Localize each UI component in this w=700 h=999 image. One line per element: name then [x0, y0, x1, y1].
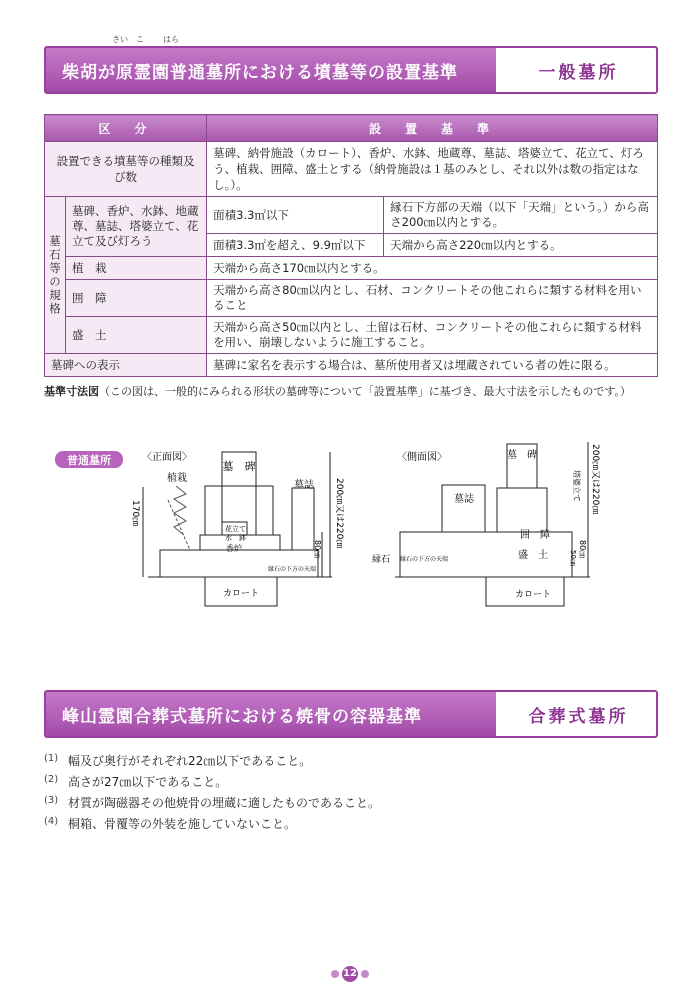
dimension-diagram: [0, 440, 700, 640]
badge-label: 普通墓所: [67, 454, 111, 467]
boshi-label: 墓誌: [294, 480, 314, 491]
side-karoto-label: カロート: [514, 590, 552, 600]
dim170-label: 170㎝: [130, 500, 140, 527]
row-value: 墓碑に家名を表示する場合は、墓所使用者又は埋蔵されている者の姓に限る。: [207, 354, 658, 377]
list-item: [44, 752, 380, 773]
row-value: 墓碑、納骨施設（カロート）、香炉、水鉢、地蔵尊、墓誌、塔婆立て、花立て、灯ろう、植栽、囲障、盛土とする（納骨施設は１基のみとし、それ以外は数の指定はなし。）。: [207, 142, 658, 197]
list-item-text: 幅及び奥行がそれぞれ22㎝以下であること。: [68, 754, 312, 768]
toba-label: 塔婆立て: [572, 470, 581, 502]
row-label: 植 栽: [66, 257, 207, 280]
table-row: [45, 317, 658, 354]
side-boshi-label: 墓誌: [454, 494, 474, 505]
ruby-ko: こ: [136, 35, 144, 44]
section1-title: 柴胡が原霊園普通墓所における墳墓等の設置基準: [62, 62, 458, 83]
note-text: （この図は、一般的にみられる形状の墓碑等について「設置基準」に基づき、最大寸法を示したものです。）: [99, 385, 631, 398]
side-dim200-label: 200㎝又は220㎝: [590, 444, 600, 515]
row-label: 墓碑、香炉、水鉢、地蔵尊、墓誌、塔婆立て、花立て及び灯ろう: [66, 197, 207, 257]
header-standard: 設 置 基 準: [207, 115, 658, 142]
list-item-number: (3): [44, 795, 59, 806]
row-value: 天端から高さ80㎝以内とし、石材、コンクリートその他これらに類する材料を用いること: [207, 280, 658, 317]
table-row: [45, 257, 658, 280]
dim80-label: 80㎝: [313, 540, 322, 559]
side-bohi-base: [497, 488, 547, 532]
list-item: [44, 794, 380, 815]
list-item-text: 材質が陶磁器その他焼骨の埋蔵に適したものであること。: [68, 796, 381, 810]
diagram-note: [44, 383, 631, 399]
section1-banner: [44, 35, 658, 94]
isho-label: 囲 障: [520, 530, 550, 541]
morido-label: 盛 土: [518, 550, 548, 561]
table-row: [45, 280, 658, 317]
hanatate-label: 花立て: [225, 525, 246, 533]
list-item-text: 桐箱、骨覆等の外装を施していないこと。: [68, 817, 297, 831]
list-item-number: (2): [44, 774, 59, 785]
page-dot-left: [331, 970, 339, 978]
tenbata-label: 縁石の下方の天端: [268, 566, 317, 573]
standard-cell: 天端から高さ220㎝以内とする。: [384, 234, 658, 257]
row-label: 設置できる墳墓等の種類及び数: [45, 142, 207, 197]
dim50-label: 50㎝: [569, 550, 577, 566]
bohi-label: 墓 碑: [222, 460, 256, 473]
section2-tag: 合葬式墓所: [528, 706, 629, 727]
side-view: [395, 442, 590, 606]
standards-table: [44, 114, 658, 377]
section2-banner: [44, 690, 658, 738]
table-row: [45, 197, 658, 234]
kouro-label: 香炉: [226, 544, 242, 553]
row-value: 天端から高さ170㎝以内とする。: [207, 257, 658, 280]
list-item: [44, 773, 380, 794]
front-view-title: 〈正面図〉: [142, 452, 192, 463]
table-row: [45, 142, 658, 197]
section2-title: 峰山霊園合葬式墓所における焼骨の容器基準: [62, 706, 422, 727]
row-label: 囲 障: [66, 280, 207, 317]
row-value: 天端から高さ50㎝以内とし、土留は石材、コンクリートその他これらに類する材料を用い、崩壊しないように施工すること。: [207, 317, 658, 354]
list-item-number: (1): [44, 753, 59, 764]
page-number-badge: 12: [342, 966, 358, 982]
area-cell: 面積3.3㎡以下: [207, 197, 384, 234]
list-item-number: (4): [44, 816, 59, 827]
enseki-label: 縁石: [372, 555, 391, 565]
list-item: [44, 815, 380, 836]
boshi-stone: [292, 488, 314, 550]
list-item-text: 高さが27㎝以下であること。: [68, 775, 228, 789]
note-heading: 基準寸法図: [44, 385, 99, 398]
section1-title-bar: [46, 48, 496, 92]
page-dot-right: [361, 970, 369, 978]
dim200-label: 200㎝又は220㎝: [334, 478, 344, 549]
standard-cell: 縁石下方部の天端（以下「天端」という。）から高さ200㎝以内とする。: [384, 197, 658, 234]
section2-title-bar: [46, 692, 496, 736]
row-label: 盛 土: [66, 317, 207, 354]
header-category: 区 分: [45, 115, 207, 142]
area-cell: 面積3.3㎡を超え、9.9㎡以下: [207, 234, 384, 257]
side-dim80-label: 80㎝: [578, 540, 587, 559]
ruby-hara: はら: [163, 35, 179, 44]
side-view-title: 〈側面図〉: [397, 452, 447, 463]
row-label: 墓碑への表示: [45, 354, 207, 377]
side-tenbata-label: 縁石の下方の天端: [400, 556, 449, 563]
shokusai-label: 植栽: [167, 473, 187, 484]
side-boshi: [442, 485, 485, 532]
side-bohi-label: 墓 碑: [507, 450, 537, 461]
table-header-row: [45, 115, 658, 142]
group-label: 墓石等の規格: [45, 197, 66, 354]
karoto-label: カロート: [222, 589, 260, 599]
section1-tag: 一般墓所: [538, 62, 619, 83]
ruby-sai: さい: [112, 35, 128, 44]
page-number: [0, 966, 700, 982]
mizubachi-label: 水 鉢: [225, 534, 246, 542]
table-row: [45, 354, 658, 377]
container-rules-list: [44, 752, 380, 836]
